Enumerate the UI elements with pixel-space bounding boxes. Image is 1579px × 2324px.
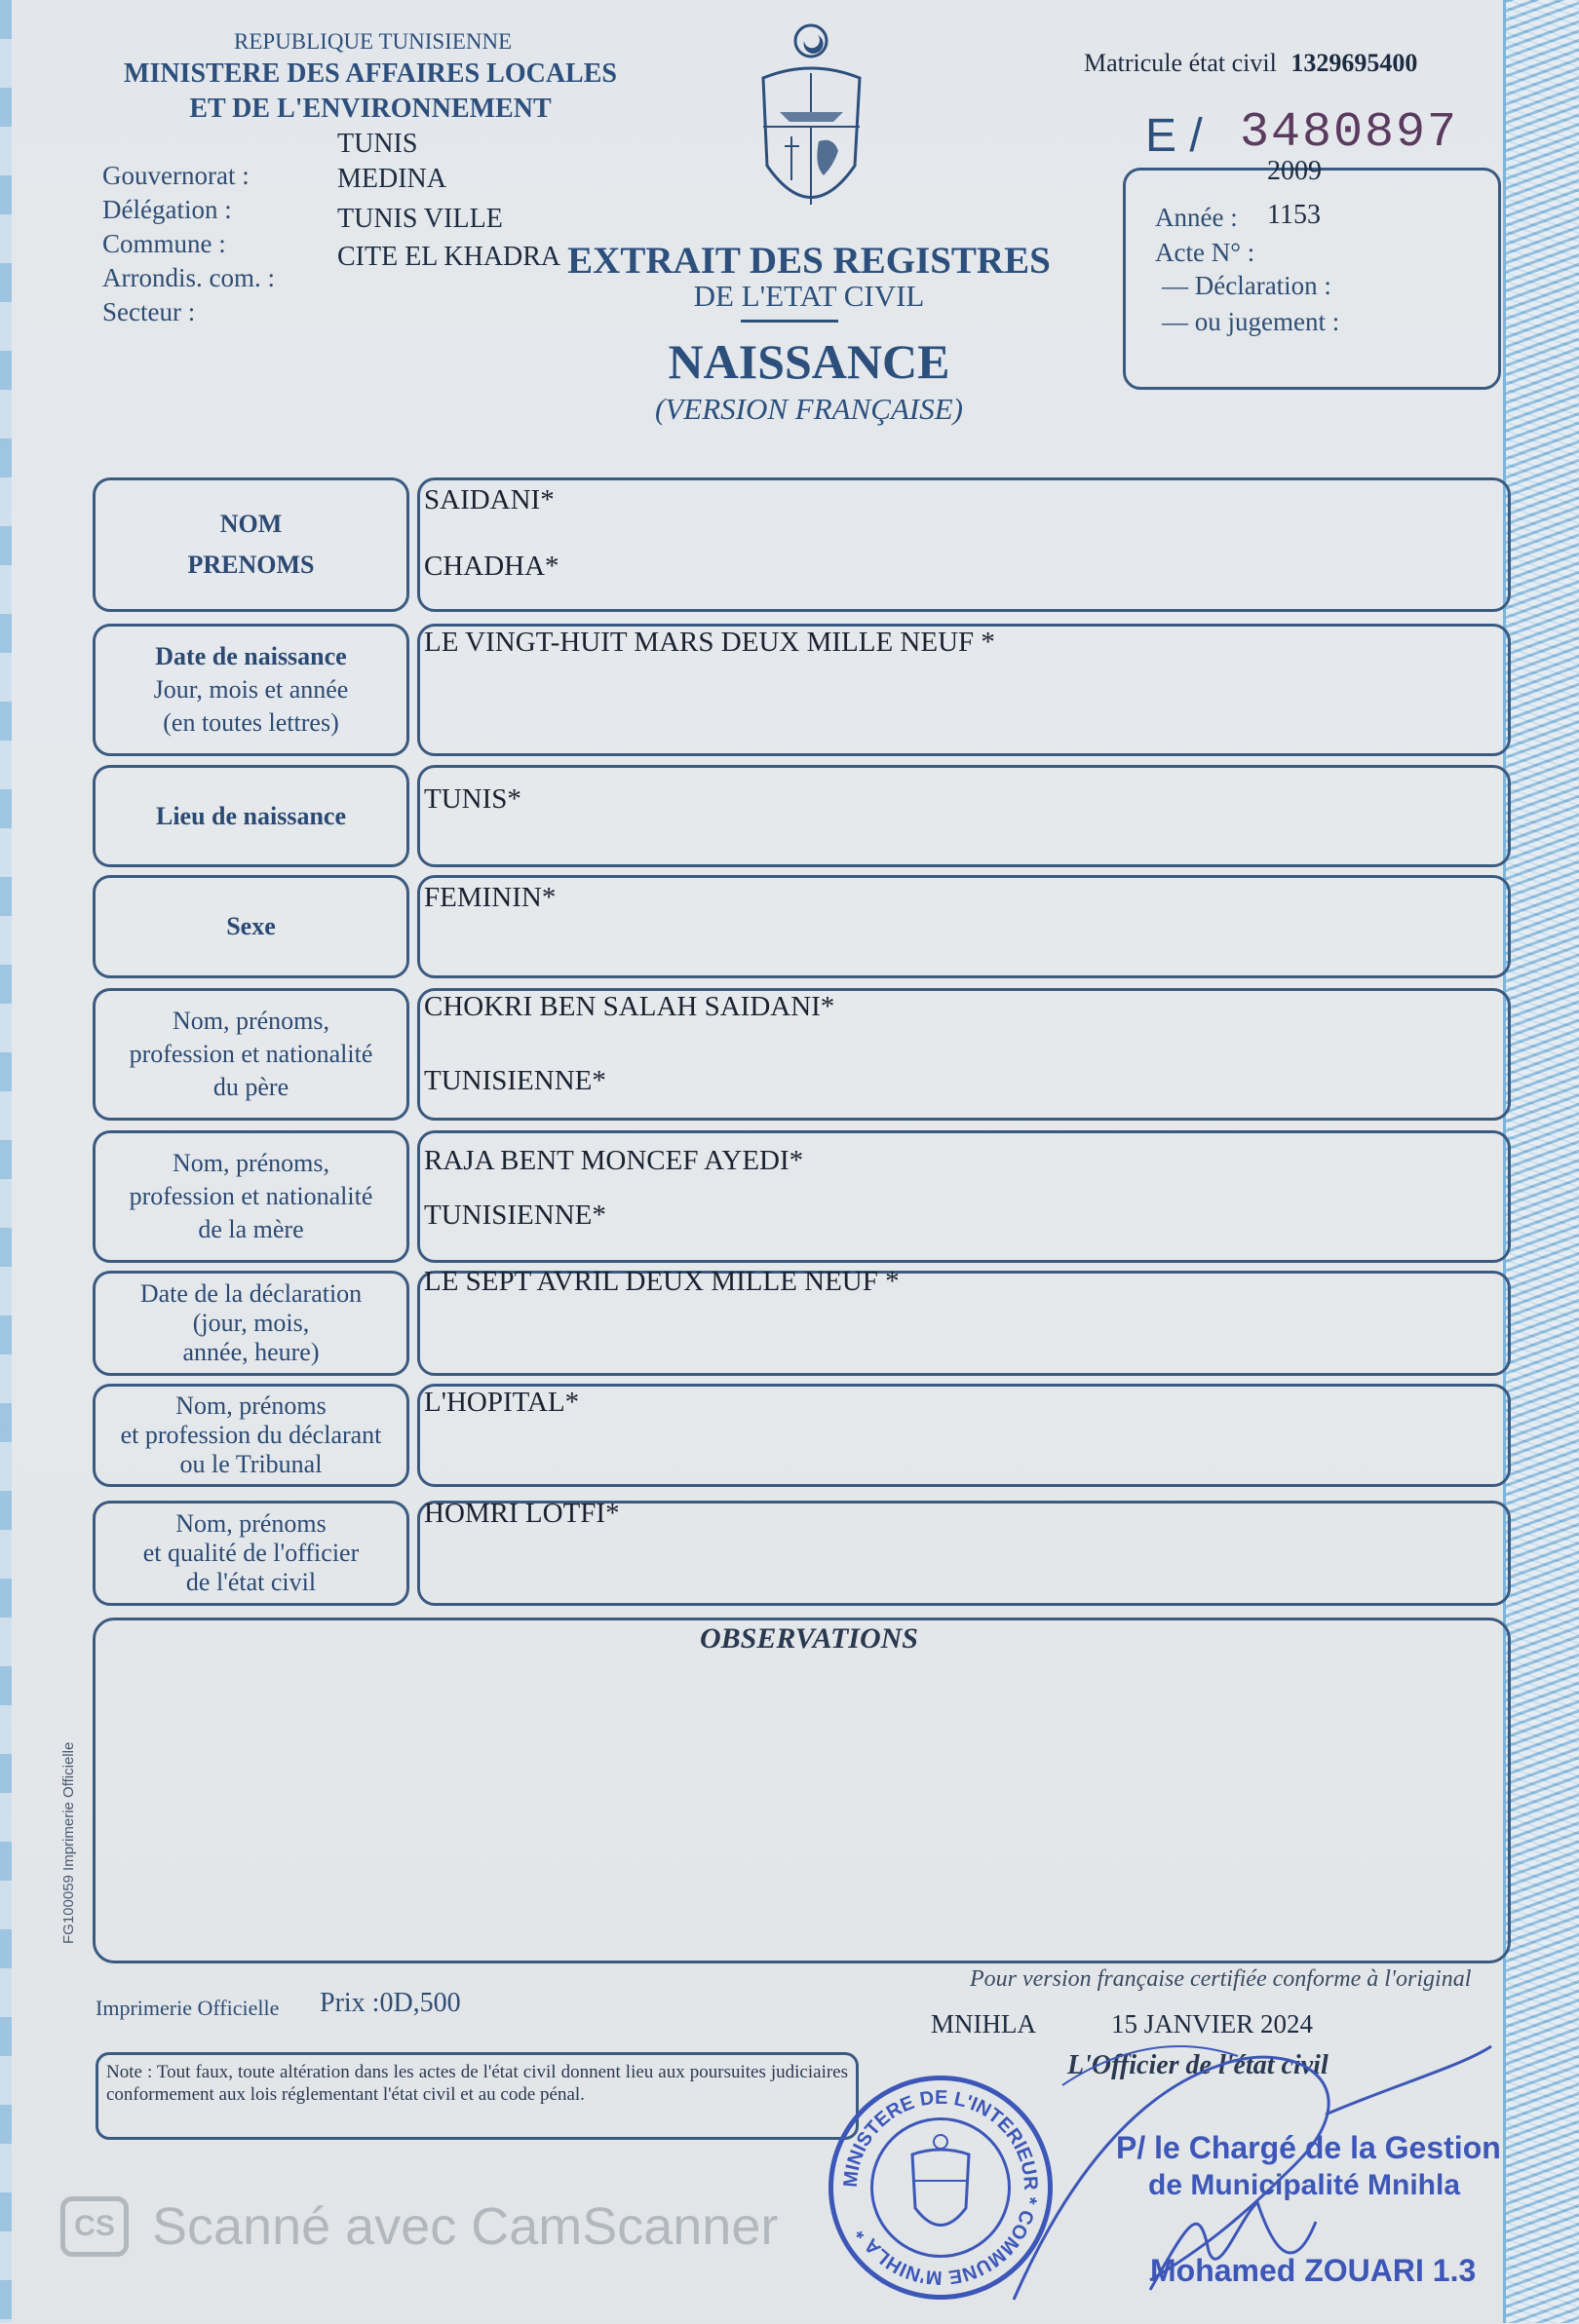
delegation-value: MEDINA <box>337 164 446 194</box>
date-naissance-label-line1: Date de naissance <box>155 642 347 671</box>
declarant-value-cell <box>417 1384 1511 1487</box>
stamp-inner-ring <box>870 2117 1011 2258</box>
acte-number-label: Acte N° : <box>1155 238 1255 267</box>
title-version: (VERSION FRANÇAISE) <box>655 392 963 426</box>
legal-note: Note : Tout faux, toute altération dans les actes de l'état civil donnent lieu aux poursuites judiciaires conformement aux lois réglementant l'état civil et au code pénal. <box>96 2052 859 2140</box>
annee-value: 1153 <box>1267 200 1321 230</box>
pere-name-value: CHOKRI BEN SALAH SAIDANI* <box>424 991 835 1022</box>
officer-title: L'Officier de l'état civil <box>1067 2050 1329 2080</box>
secteur-label: Secteur : <box>102 297 196 326</box>
ministry-line2: ET DE L'ENVIRONNEMENT <box>189 94 552 124</box>
lieu-label: Lieu de naissance <box>155 801 347 830</box>
sexe-value: FEMININ* <box>424 882 557 913</box>
observations-box <box>93 1618 1511 1963</box>
nom-label: NOM <box>219 510 283 539</box>
arrondis-label: Arrondis. com. : <box>102 263 275 292</box>
officier-value: HOMRI LOTFI* <box>424 1498 620 1529</box>
declaration-date-value: LE SEPT AVRIL DEUX MILLE NEUF * <box>424 1266 900 1297</box>
date-naissance-label-line2: Jour, mois et année <box>153 675 349 705</box>
commune-value: TUNIS VILLE <box>337 204 503 234</box>
jugement-label: — ou jugement : <box>1162 307 1340 336</box>
camscanner-watermark-text: Scanné avec CamScanner <box>152 2197 779 2256</box>
pere-label-line1: Nom, prénoms, <box>172 1007 330 1036</box>
mere-label-cell <box>93 1130 409 1263</box>
mere-label-line1: Nom, prénoms, <box>172 1149 330 1178</box>
officier-value-cell <box>417 1498 1511 1606</box>
lieu-label-cell <box>93 765 409 867</box>
delegation-label: Délégation : <box>102 195 232 224</box>
title-line2: DE L'ETAT CIVIL <box>693 279 925 313</box>
republic-label: REPUBLIQUE TUNISIENNE <box>234 29 513 54</box>
commune-label: Commune : <box>102 229 226 258</box>
title-divider <box>741 320 838 323</box>
sexe-value-cell <box>417 875 1511 978</box>
pere-label-line3: du père <box>212 1072 289 1101</box>
matricule-label: Matricule état civil <box>1084 49 1277 77</box>
signature-line2: de Municipalité Mnihla <box>1148 2169 1461 2201</box>
officier-label-line2: et qualité de l'officier <box>142 1539 360 1568</box>
handwritten-signature <box>1004 2027 1511 2319</box>
pere-label-cell <box>93 988 409 1121</box>
lieu-value: TUNIS* <box>424 783 521 815</box>
date-naissance-value: LE VINGT-HUIT MARS DEUX MILLE NEUF * <box>424 627 995 658</box>
mere-name-value: RAJA BENT MONCEF AYEDI* <box>424 1145 804 1176</box>
officier-label-line1: Nom, prénoms <box>175 1509 327 1539</box>
declaration-date-value-cell <box>417 1266 1511 1376</box>
date-naissance-label-cell <box>93 624 409 756</box>
stamp-ring-text: MINISTERE DE L'INTERIEUR * COMMUNE M'NIHLA * <box>839 2086 1042 2289</box>
nom-prenoms-label-cell <box>93 477 409 612</box>
register-number: 3480897 <box>1240 105 1459 161</box>
prix-label: Prix :0D,500 <box>320 1988 461 2018</box>
declaration-date-label-line1: Date de la déclaration <box>139 1279 363 1309</box>
title-line1: EXTRAIT DES REGISTRES <box>567 240 1051 282</box>
acte-year-written: 2009 <box>1267 156 1322 186</box>
register-code: E / <box>1145 110 1203 162</box>
declaration-date-label-line3: année, heure) <box>182 1337 320 1366</box>
ministry-line1: MINISTERE DES AFFAIRES LOCALES <box>124 58 617 89</box>
date-value: 15 JANVIER 2024 <box>1111 2009 1313 2038</box>
officier-label-cell <box>93 1501 409 1606</box>
date-naissance-label-line3: (en toutes lettres) <box>163 707 339 737</box>
sexe-label: Sexe <box>226 912 276 941</box>
lieu-value-cell <box>417 765 1511 867</box>
nom-value: SAIDANI* <box>424 484 555 515</box>
mere-label-line2: profession et nationalité <box>129 1182 373 1211</box>
signature-name: Mohamed ZOUARI 1.3 <box>1150 2253 1477 2288</box>
officier-label-line3: de l'état civil <box>185 1567 317 1596</box>
signature-line1: P/ le Chargé de la Gestion <box>1116 2130 1501 2165</box>
gouvernorat-label: Gouvernorat : <box>102 161 250 190</box>
coat-of-arms-emblem <box>746 19 877 224</box>
declarant-label-line1: Nom, prénoms <box>175 1391 327 1421</box>
matricule-value: 1329695400 <box>1290 49 1418 77</box>
title-main: NAISSANCE <box>668 334 950 389</box>
pere-value-cell <box>417 988 1511 1121</box>
nom-prenoms-value-cell <box>417 477 1511 612</box>
left-border-pattern <box>0 0 12 2323</box>
place-value: MNIHLA <box>931 2009 1036 2038</box>
declaration-date-label-cell <box>93 1271 409 1376</box>
camscanner-logo-icon: CS <box>60 2196 129 2257</box>
declarant-value: L'HOPITAL* <box>424 1387 580 1418</box>
mere-value-cell <box>417 1130 1511 1263</box>
annee-label: Année : <box>1155 203 1238 232</box>
pere-label-line2: profession et nationalité <box>129 1040 373 1069</box>
declaration-label: — Déclaration : <box>1162 271 1331 300</box>
mere-label-line3: de la mère <box>198 1214 304 1243</box>
side-print-code: FG100059 Imprimerie Officielle <box>60 1741 77 1944</box>
imprimerie-label: Imprimerie Officielle <box>96 1996 280 2020</box>
declarant-label-line2: et profession du déclarant <box>120 1421 382 1450</box>
date-naissance-value-cell <box>417 624 1511 756</box>
mere-nationality-value: TUNISIENNE* <box>424 1200 606 1231</box>
matricule-line <box>1084 49 1417 78</box>
pere-nationality-value: TUNISIENNE* <box>424 1065 606 1096</box>
prenoms-label: PRENOMS <box>187 551 315 579</box>
declarant-label-cell <box>93 1384 409 1487</box>
guilloche-border <box>1503 0 1579 2323</box>
arrondis-value: CITE EL KHADRA <box>337 242 561 272</box>
declarant-label-line3: ou le Tribunal <box>179 1449 323 1478</box>
prenoms-value: CHADHA* <box>424 551 559 582</box>
observations-label: OBSERVATIONS <box>700 1622 918 1655</box>
declaration-date-label-line2: (jour, mois, <box>192 1309 310 1338</box>
sexe-label-cell <box>93 875 409 978</box>
gouvernorat-value: TUNIS <box>337 129 418 159</box>
camscanner-watermark <box>60 2196 778 2257</box>
certified-text: Pour version française certifiée conforme à l'original <box>970 1966 1472 1992</box>
